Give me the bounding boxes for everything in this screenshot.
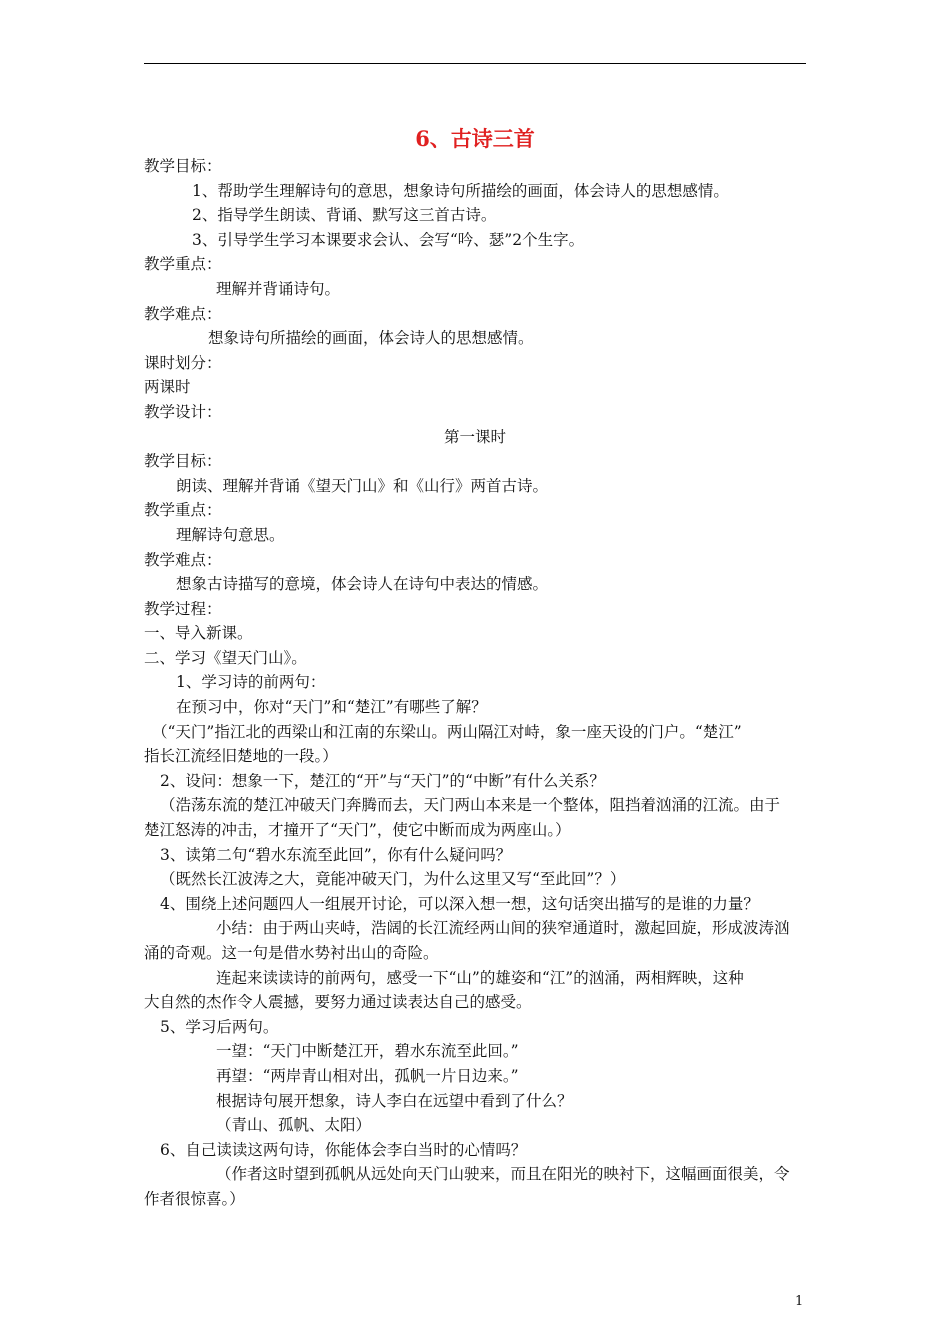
header-rule	[144, 63, 806, 64]
body-line: 朗读、理解并背诵《望天门山》和《山行》两首古诗。	[176, 476, 549, 495]
objective-item: 3、引导学生学习本课要求会认、会写“吟、瑟”2个生字。	[192, 230, 585, 249]
body-line: 6、自己读读这两句诗，你能体会李白当时的心情吗？	[160, 1140, 527, 1159]
body-line: 一、导入新课。	[144, 624, 253, 643]
section-heading: 教学难点：	[144, 550, 222, 569]
document-body	[144, 124, 806, 1212]
page-number: 1	[795, 1294, 804, 1309]
section-heading: 教学过程：	[144, 599, 222, 618]
body-line: 5、学习后两句。	[160, 1017, 279, 1036]
lesson-subtitle: 第一课时	[443, 427, 506, 446]
section-heading: 教学重点：	[144, 501, 222, 520]
body-line: 再望：“两岸青山相对出，孤帆一片日边来。”	[216, 1066, 519, 1085]
body-line: 根据诗句展开想象，诗人李白在远望中看到了什么？	[216, 1091, 573, 1110]
document-title: 6、古诗三首	[415, 126, 535, 151]
section-heading: 教学重点：	[144, 255, 222, 274]
body-line: 二、学习《望天门山》。	[144, 648, 307, 667]
body-line: 一望：“天门中断楚江开，碧水东流至此回。”	[216, 1042, 519, 1061]
body-line: 2、设问：想象一下，楚江的“开”与“天门”的“中断”有什么关系？	[160, 771, 605, 790]
body-line: 作者很惊喜。）	[144, 1189, 245, 1208]
body-line: 4、围绕上述问题四人一组展开讨论，可以深入想一想，这句话突出描写的是谁的力量？	[160, 894, 759, 913]
body-line: 理解并背诵诗句。	[216, 279, 341, 298]
body-line: 想象诗句所描绘的画面，体会诗人的思想感情。	[208, 329, 534, 348]
body-line: 想象古诗描写的意境，体会诗人在诗句中表达的情感。	[176, 575, 549, 594]
body-line: 指长江流经旧楚地的一段。）	[144, 747, 338, 766]
body-line: 楚江怒涛的冲击，才撞开了“天门”，使它中断而成为两座山。）	[144, 821, 571, 840]
section-heading: 教学难点：	[144, 304, 222, 323]
section-heading: 教学设计：	[144, 402, 222, 421]
section-heading: 教学目标：	[144, 157, 222, 175]
body-line: 涌的奇观。这一句是借水势衬出山的奇险。	[144, 944, 439, 962]
section-heading: 教学目标：	[144, 452, 222, 471]
body-line: （浩荡东流的楚江冲破天门奔腾而去，天门两山本来是一个整体，阻挡着汹涌的江流。由于	[160, 796, 781, 815]
body-line: （既然长江波涛之大，竟能冲破天门，为什么这里又写“至此回”？）	[160, 870, 626, 889]
body-line: （青山、孤帆、太阳）	[216, 1116, 372, 1135]
body-line: 在预习中，你对“天门”和“楚江”有哪些了解？	[176, 698, 487, 717]
objective-item: 1、帮助学生理解诗句的意思，想象诗句所描绘的画面，体会诗人的思想感情。	[192, 181, 729, 200]
objective-item: 2、指导学生朗读、背诵、默写这三首古诗。	[192, 206, 497, 225]
body-line: （“天门”指江北的西梁山和江南的东梁山。两山隔江对峙，象一座天设的门户。“楚江”	[152, 722, 742, 741]
body-line: 1、学习诗的前两句：	[176, 673, 326, 692]
body-line: 大自然的杰作令人震撼，要努力通过读表达自己的感受。	[144, 993, 532, 1012]
body-line: 两课时	[144, 378, 191, 397]
body-line: （作者这时望到孤帆从远处向天门山驶来，而且在阳光的映衬下，这幅画面很美，令	[216, 1165, 790, 1184]
body-line: 小结：由于两山夹峙，浩阔的长江流经两山间的狭窄通道时，激起回旋，形成波涛汹	[216, 919, 790, 938]
body-line: 理解诗句意思。	[176, 525, 285, 544]
body-line: 3、读第二句“碧水东流至此回”，你有什么疑问吗？	[160, 845, 512, 864]
body-line: 连起来读读诗的前两句，感受一下“山”的雄姿和“江”的汹涌，两相辉映，这种	[216, 968, 744, 987]
section-heading: 课时划分：	[144, 353, 222, 372]
